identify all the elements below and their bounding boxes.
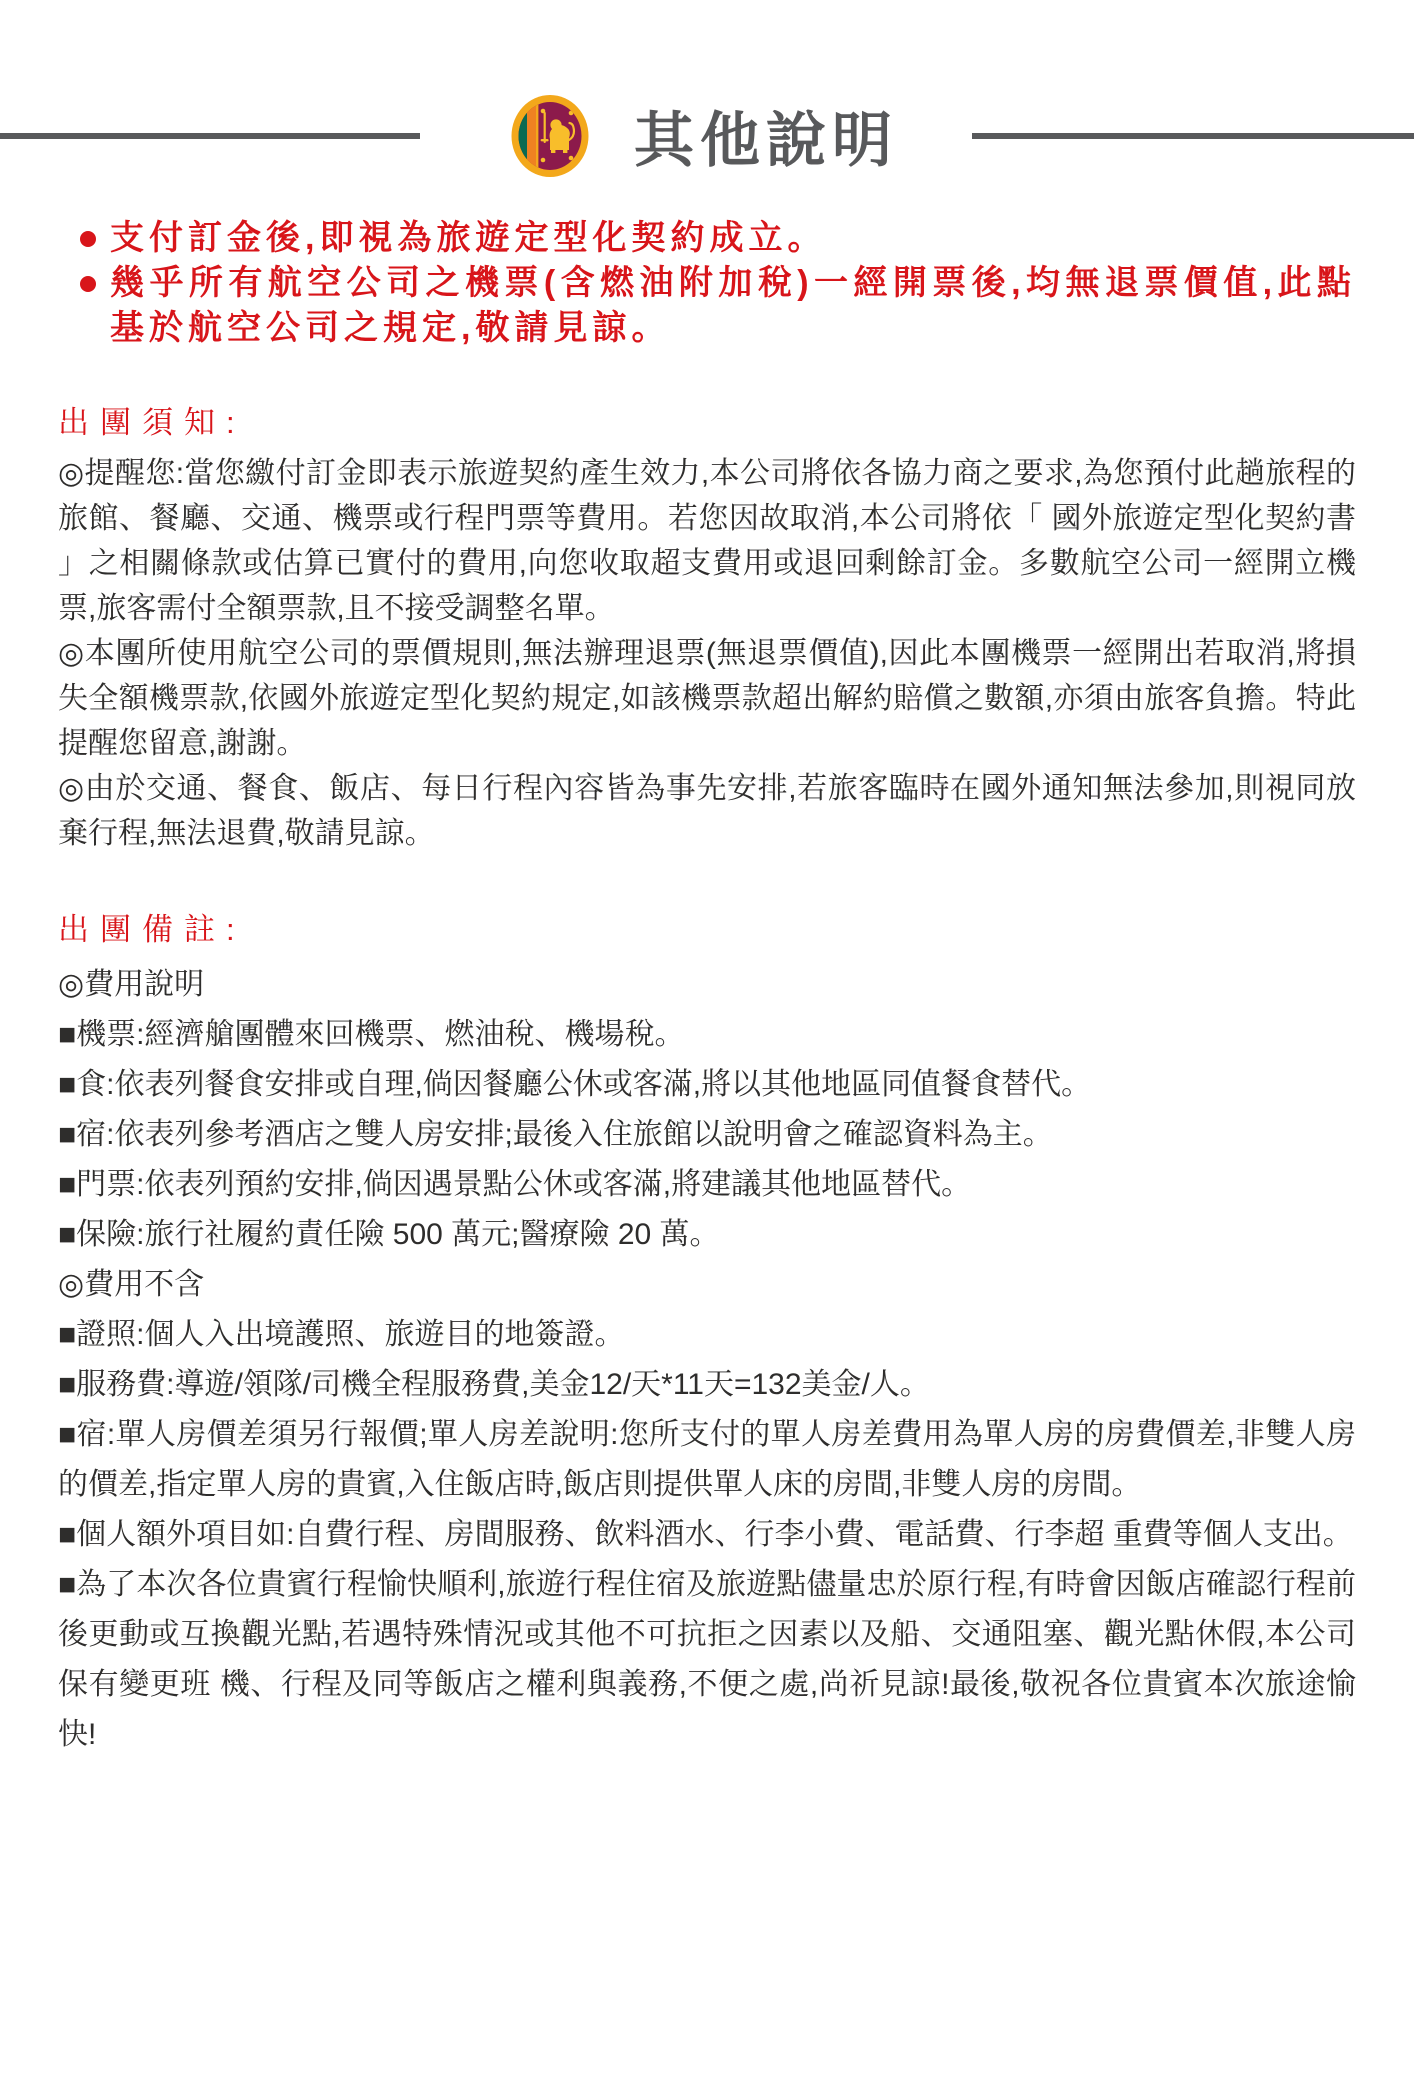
section-heading-departure-remarks: 出團備註:: [58, 912, 246, 947]
section-departure-notice: [58, 405, 1356, 856]
notice-item: [58, 216, 1356, 261]
paragraph: ■門票:依表列預約安排,倘因遇景點公休或客滿,將建議其他地區替代。: [58, 1168, 972, 1201]
paragraph: ■服務費:導遊/領隊/司機全程服務費,美金12/天*11天=132美金/人。: [58, 1368, 930, 1401]
paragraph: ■機票:經濟艙團體來回機票、燃油稅、機場稅。: [58, 1018, 685, 1051]
paragraph: ■宿:依表列參考酒店之雙人房安排;最後入住旅館以說明會之確認資料為主。: [58, 1118, 1053, 1151]
sri-lanka-flag-icon: [510, 94, 590, 178]
section-heading-departure-notice: 出團須知:: [58, 405, 246, 440]
bullet-dot-icon: [80, 231, 96, 247]
paragraph: ■保險:旅行社履約責任險 500 萬元;醫療險 20 萬。: [58, 1218, 720, 1251]
paragraph: ◎由於交通、餐食、飯店、每日行程內容皆為事先安排,若旅客臨時在國外通知無法參加,則視同放棄行程,無法退費,敬請見諒。: [58, 772, 1356, 850]
paragraph: ■個人額外項目如:自費行程、房間服務、飲料酒水、行李小費、電話費、行李超 重費等個人支出。: [58, 1518, 1353, 1551]
sri-lanka-flag-logo: [510, 94, 590, 178]
header-rule-left: [0, 133, 420, 139]
page-title: 其他說明: [634, 107, 898, 174]
paragraph: ◎費用不含: [58, 1268, 205, 1301]
paragraph: ◎費用說明: [58, 968, 205, 1001]
paragraph: ◎提醒您:當您繳付訂金即表示旅遊契約產生效力,本公司將依各協力商之要求,為您預付此趟旅程的旅館、餐廳、交通、機票或行程門票等費用。若您因故取消,本公司將依「 國外旅遊定型化契約書 」之相關條款或估算已實付的費用,向您收取超支費用或退回剩餘訂金。多數航空公司一經開立機票,旅客需付全額票款,且不接受調整名單。: [58, 457, 1356, 625]
notice-text: 支付訂金後,即視為旅遊定型化契約成立。: [110, 219, 827, 257]
header-rule-right: [972, 133, 1414, 139]
bullet-dot-icon: [80, 276, 96, 292]
content-column: [0, 216, 1414, 1760]
paragraph: ■為了本次各位貴賓行程愉快順利,旅遊行程住宿及旅遊點儘量忠於原行程,有時會因飯店確認行程前 後更動或互換觀光點,若遇特殊情況或其他不可抗拒之因素以及船、交通阻塞、觀光點休假,本公司保有變更班 機、行程及同等飯店之權利與義務,不便之處,尚祈見諒!最後,敬祝各位貴賓本次旅途愉快!: [58, 1568, 1356, 1751]
section-departure-remarks: [58, 912, 1356, 1760]
notice-item: [58, 261, 1356, 351]
paragraph: ■食:依表列餐食安排或自理,倘因餐廳公休或客滿,將以其他地區同值餐食替代。: [58, 1068, 1092, 1101]
notice-list: [58, 216, 1356, 351]
paragraph: ■宿:單人房價差須另行報價;單人房差說明:您所支付的單人房差費用為單人房的房費價差,非雙人房的價差,指定單人房的貴賓,入住飯店時,飯店則提供單人床的房間,非雙人房的房間。: [58, 1418, 1356, 1501]
page-header: [0, 94, 1414, 178]
paragraph: ■證照:個人入出境護照、旅遊目的地簽證。: [58, 1318, 625, 1351]
notice-text: 幾乎所有航空公司之機票(含燃油附加稅)一經開票後,均無退票價值,此點基於航空公司之規定,敬請見諒。: [110, 264, 1356, 347]
paragraph: ◎本團所使用航空公司的票價規則,無法辦理退票(無退票價值),因此本團機票一經開出若取消,將損失全額機票款,依國外旅遊定型化契約規定,如該機票款超出解約賠償之數額,亦須由旅客負擔。特此提醒您留意,謝謝。: [58, 637, 1356, 760]
document-page: [0, 94, 1414, 2094]
